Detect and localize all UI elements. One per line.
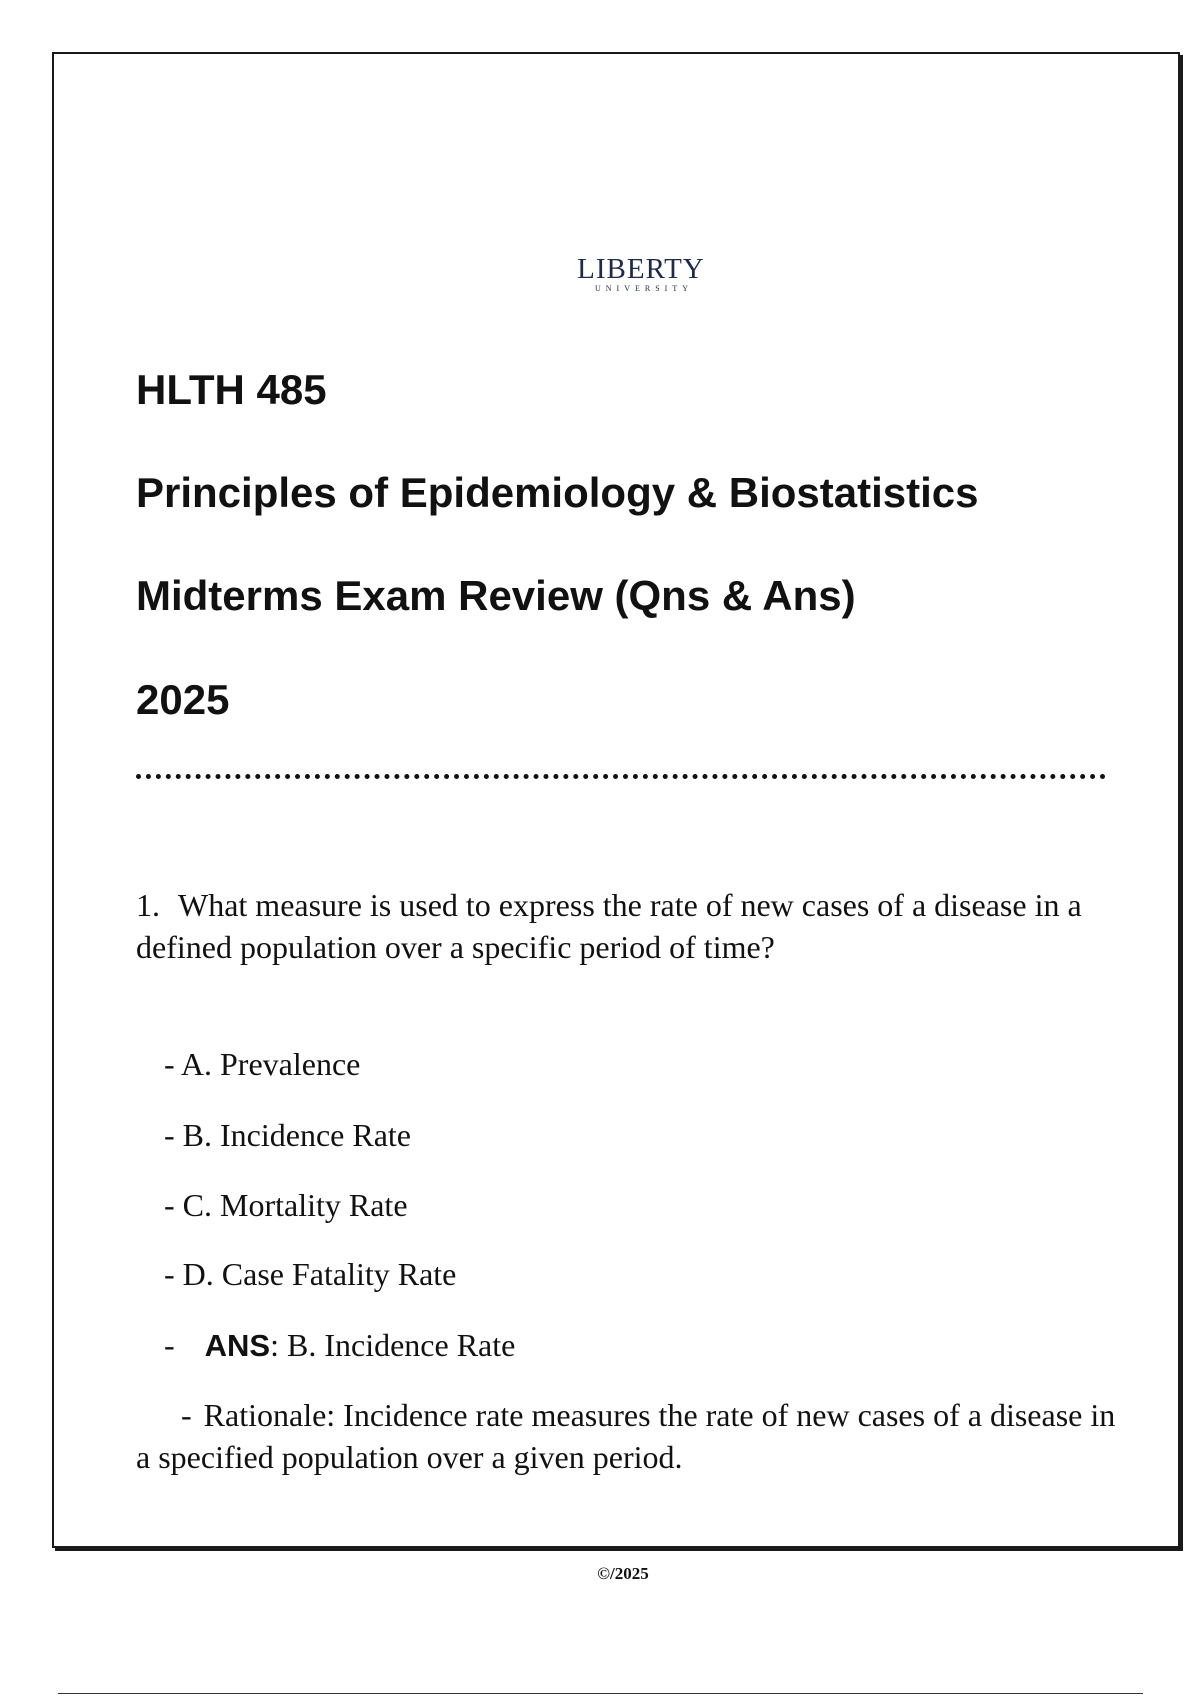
question-text: What measure is used to express the rate of new cases of a disease in a defined population over a specific period of time? [136, 887, 1082, 965]
dotted-divider [136, 774, 1106, 779]
option-d: - D. Case Fatality Rate [164, 1256, 457, 1292]
footer-copyright: ©/2025 [597, 1564, 649, 1583]
option-a: - A. Prevalence [164, 1046, 361, 1082]
rationale-text: Rationale: Incidence rate measures the rate of new cases of a disease in a specified population over a given period. [136, 1397, 1116, 1475]
question-1 [136, 884, 1116, 968]
logo-wordmark: LIBERTY [577, 253, 705, 285]
rationale [136, 1394, 1136, 1478]
course-title-heading: Principles of Epidemiology & Biostatistics [136, 469, 979, 516]
logo-subtitle: UNIVERSITY [595, 284, 693, 293]
bottom-rule [58, 1693, 1143, 1694]
university-logo [54, 254, 1178, 294]
answer-dash: - [164, 1327, 175, 1363]
document-title-heading: Midterms Exam Review (Qns & Ans) [136, 572, 856, 619]
question-number: 1. [136, 887, 160, 923]
rationale-dash: - [181, 1397, 192, 1433]
answer-line [164, 1325, 515, 1366]
page-frame [52, 52, 1180, 1583]
year-heading: 2025 [136, 676, 230, 723]
answer-text: : B. Incidence Rate [270, 1327, 516, 1363]
course-code-heading: HLTH 485 [136, 366, 327, 413]
option-b: - B. Incidence Rate [164, 1117, 411, 1153]
answer-label: ANS [204, 1328, 271, 1363]
option-c: - C. Mortality Rate [164, 1187, 408, 1223]
